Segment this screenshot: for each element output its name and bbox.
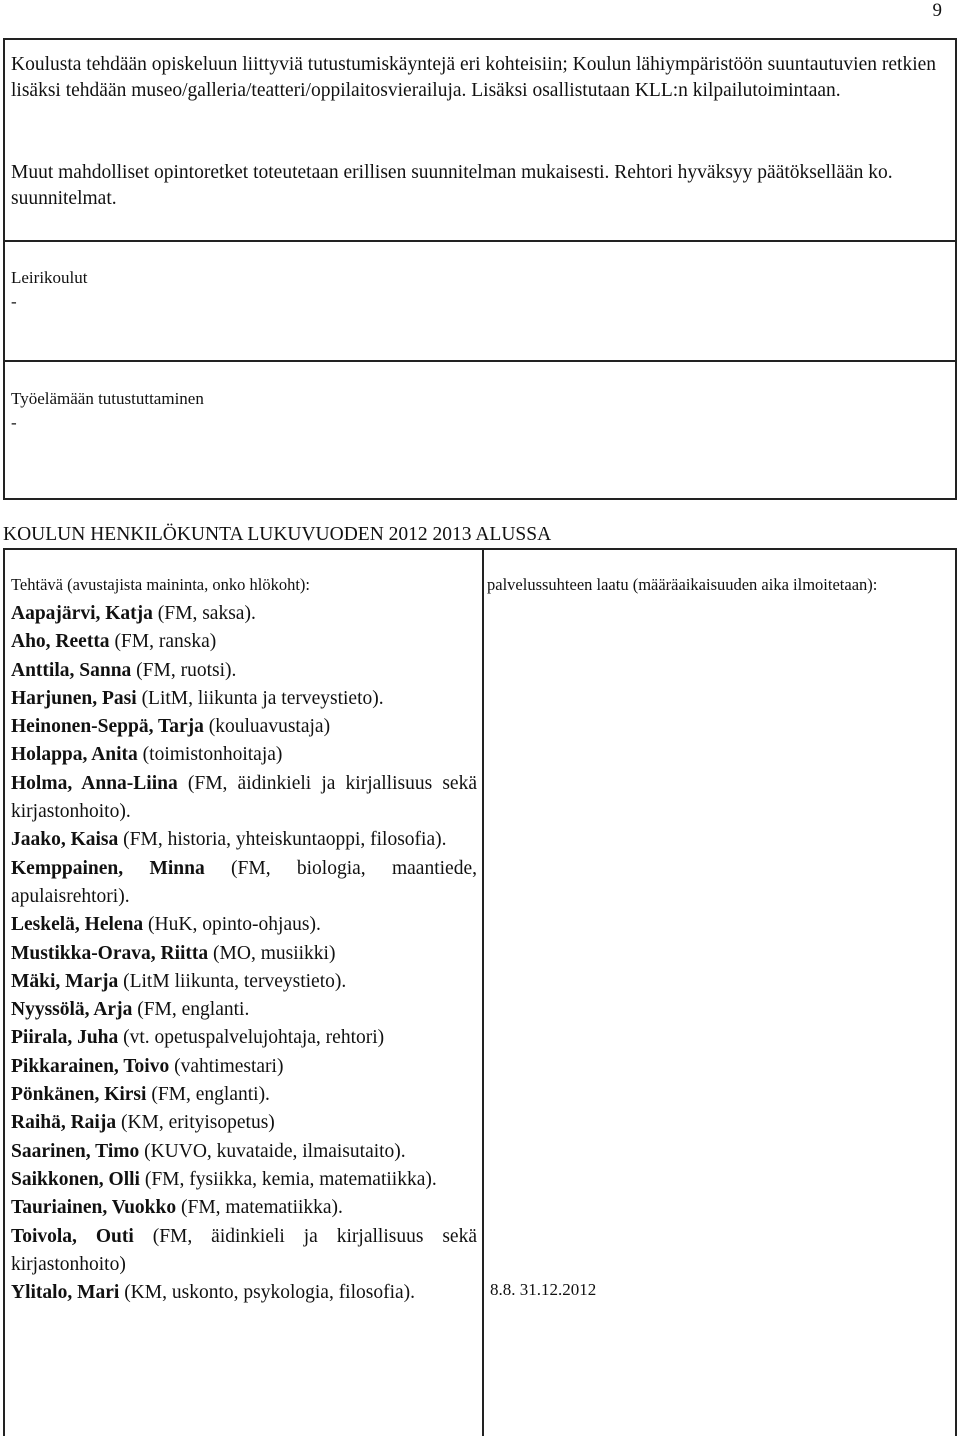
staff-entry [11,1194,477,1222]
staff-entry [11,996,477,1024]
staff-entry [11,770,477,827]
staff-detail: (FM, ranska) [109,631,217,653]
work-life-value: - [11,413,17,432]
staff-detail: (toimistonhoitaja) [137,744,283,766]
staff-entry [11,826,477,854]
staff-heading: KOULUN HENKILÖKUNTA LUKUVUODEN 2012 2013 ALUSSA [3,524,552,545]
staff-detail: (KM, erityisopetus) [116,1112,275,1134]
staff-detail: (MO, musiikki) [208,942,336,964]
staff-detail: (FM, äidinkieli ja kirjallisuus sekä kirjastonhoito). [11,772,477,823]
staff-name: Kemppainen, Minna [11,857,205,879]
staff-detail: (LitM liikunta, terveystieto). [118,970,347,992]
staff-name: Mustikka-Orava, Riitta [11,942,209,964]
staff-entry [11,1109,477,1137]
staff-detail: (vahtimestari) [169,1055,284,1077]
excursions-cell [5,40,955,242]
staff-name: Piirala, Juha [11,1027,119,1049]
other-trips-paragraph: Muut mahdolliset opintoretket toteutetaan erillisen suunnitelman mukaisesti. Rehtori hyväksyy päätöksellään ko. suunnitelmat. [11,162,893,209]
staff-name: Heinonen-Seppä, Tarja [11,716,204,738]
staff-detail: (KUVO, kuvataide, ilmaisutaito). [139,1140,406,1162]
staff-detail: (FM, englanti). [146,1084,270,1106]
staff-detail: (HuK, opinto-ohjaus). [143,914,321,936]
staff-detail: (kouluavustaja) [203,716,331,738]
staff-entry [11,657,477,685]
staff-detail: (FM, historia, yhteiskuntaoppi, filosofia). [118,829,447,851]
staff-entry [11,685,477,713]
staff-entry [11,600,477,628]
staff-detail: (FM, englanti. [132,999,250,1021]
task-column-header: Tehtävä (avustajista maininta, onko hlökoht): [11,575,310,594]
staff-detail: (FM, ruotsi). [131,659,237,681]
camp-school-cell [5,242,955,362]
staff-name: Holappa, Anita [11,744,138,766]
staff-name: Saikkonen, Olli [11,1168,140,1190]
staff-detail: (FM, biologia, maantiede, apulaisrehtori). [11,857,477,907]
staff-entry [11,1024,477,1052]
staff-table [3,548,957,1436]
excursions-paragraph: Koulusta tehdään opiskeluun liittyviä tutustumiskäyntejä eri kohteisiin; Koulun lähiympäristöön suuntautuvien retkien lisäksi tehdään museo/galleria/teatteri/oppilaitosvierailuja. Lisäksi osallistutaan KLL:n kilpailutoimintaan. [11,54,937,101]
staff-entry [11,855,477,912]
staff-name: Leskelä, Helena [11,914,144,936]
staff-detail: (FM, saksa). [152,603,256,624]
staff-entry [11,628,477,656]
camp-school-title: Leirikoulut [11,268,88,287]
staff-name: Harjunen, Pasi [11,687,137,709]
staff-entry [11,713,477,741]
staff-name: Aho, Reetta [11,631,110,653]
staff-entry [11,1166,477,1194]
staff-entry [11,1081,477,1109]
staff-entry [11,1223,477,1280]
staff-name: Raihä, Raija [11,1112,117,1134]
work-life-cell [5,362,955,500]
staff-detail: (FM, fysiikka, kemia, matematiikka). [139,1168,437,1190]
staff-name: Holma, Anna-Liina [11,772,178,794]
staff-detail: (LitM, liikunta ja terveystieto). [136,687,384,709]
staff-entry [11,1279,477,1307]
staff-entry [11,1053,477,1081]
employment-column-header: palvelussuhteen laatu (määräaikaisuuden aika ilmoitetaan): [487,575,878,594]
staff-name: Nyyssölä, Arja [11,999,133,1021]
staff-name: Ylitalo, Mari [11,1282,120,1304]
staff-name: Saarinen, Timo [11,1140,140,1162]
staff-list [11,600,477,1307]
staff-entry [11,940,477,968]
staff-name: Jaako, Kaisa [11,829,119,851]
activities-table [3,38,957,500]
staff-detail: (KM, uskonto, psykologia, filosofia). [119,1282,416,1304]
staff-entry [11,1138,477,1166]
camp-school-value: - [11,292,17,311]
staff-name: Toivola, Outi [11,1225,134,1247]
work-life-title: Työelämään tutustuttaminen [11,389,204,408]
staff-name: Tauriainen, Vuokko [11,1197,177,1219]
staff-name: Pönkänen, Kirsi [11,1084,147,1106]
staff-name: Aapajärvi, Katja [11,603,153,624]
staff-entry [11,911,477,939]
staff-entry [11,741,477,769]
staff-detail: (FM, matematiikka). [176,1197,343,1219]
page-number: 9 [932,0,942,21]
staff-name: Pikkarainen, Toivo [11,1055,170,1077]
staff-detail: (FM, äidinkieli ja kirjallisuus sekä kirjastonhoito) [11,1225,477,1275]
column-divider [482,550,484,1436]
staff-detail: (vt. opetuspalvelujohtaja, rehtori) [118,1027,385,1049]
staff-entry [11,968,477,996]
employment-date: 8.8. 31.12.2012 [490,1280,597,1299]
staff-name: Mäki, Marja [11,970,119,992]
staff-name: Anttila, Sanna [11,659,132,681]
